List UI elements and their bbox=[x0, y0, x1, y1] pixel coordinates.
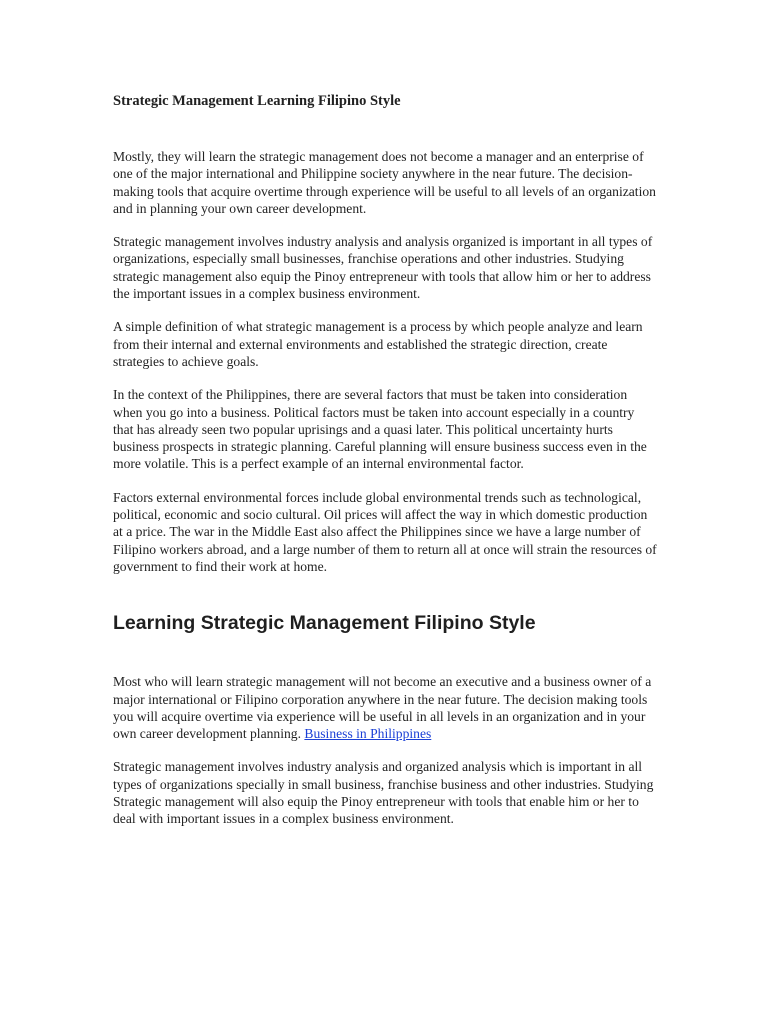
section1-title: Strategic Management Learning Filipino Style bbox=[113, 93, 401, 109]
section2-paragraph-1 bbox=[113, 673, 658, 742]
section1-paragraph-1: Mostly, they will learn the strategic management does not become a manager and an enterprise of one of the major international and Philippine society anywhere in the near future. The decision-making tools that acquire overtime through experience will be useful to all levels of an organization and in planning your own career development. bbox=[113, 149, 656, 216]
document-content bbox=[113, 92, 658, 844]
business-in-philippines-link[interactable]: Business in Philippines bbox=[304, 726, 432, 742]
section1-paragraph-2: Strategic management involves industry analysis and analysis organized is important in all types of organizations, especially small businesses, franchise operations and other industries. Studying strategic management also equip the Pinoy entrepreneur with tools that allow him or her to address the important issues in a complex business environment. bbox=[113, 234, 653, 302]
section1-paragraph-4: In the context of the Philippines, there are several factors that must be taken into consideration when you go into a business. Political factors must be taken into account especially in a country that has already seen two popular uprisings and a quasi later. This political uncertainty hurts business prospects in strategic planning. Careful planning will ensure business success even in the more volatile. This is a perfect example of an internal environmental factor. bbox=[113, 387, 647, 472]
section2-paragraph-2: Strategic management involves industry analysis and organized analysis which is important in all types of organizations specially in small business, franchise business and other industries. Studying Strategic management will also equip the Pinoy entrepreneur with tools that enable him or her to deal with important issues in a complex business environment. bbox=[113, 759, 654, 827]
section1-paragraph-3: A simple definition of what strategic management is a process by which people analyze and learn from their internal and external environments and established the strategic direction, create strategies to achieve goals. bbox=[113, 319, 643, 369]
section2-title: Learning Strategic Management Filipino Style bbox=[113, 612, 536, 635]
section2-paragraph-1-text: Most who will learn strategic management will not become an executive and a business owner of a major international or Filipino corporation anywhere in the near future. The decision making tools you will acquire overtime via experience will be useful in all levels in an organization and in your own career development planning. bbox=[113, 674, 652, 742]
section1-paragraph-5: Factors external environmental forces include global environmental trends such as technological, political, economic and socio cultural. Oil prices will affect the way in which domestic production at a price. The war in the Middle East also affect the Philippines since we have a large number of Filipino workers abroad, and a large number of them to return all at once will strain the resources of government to find their work at home. bbox=[113, 489, 657, 574]
